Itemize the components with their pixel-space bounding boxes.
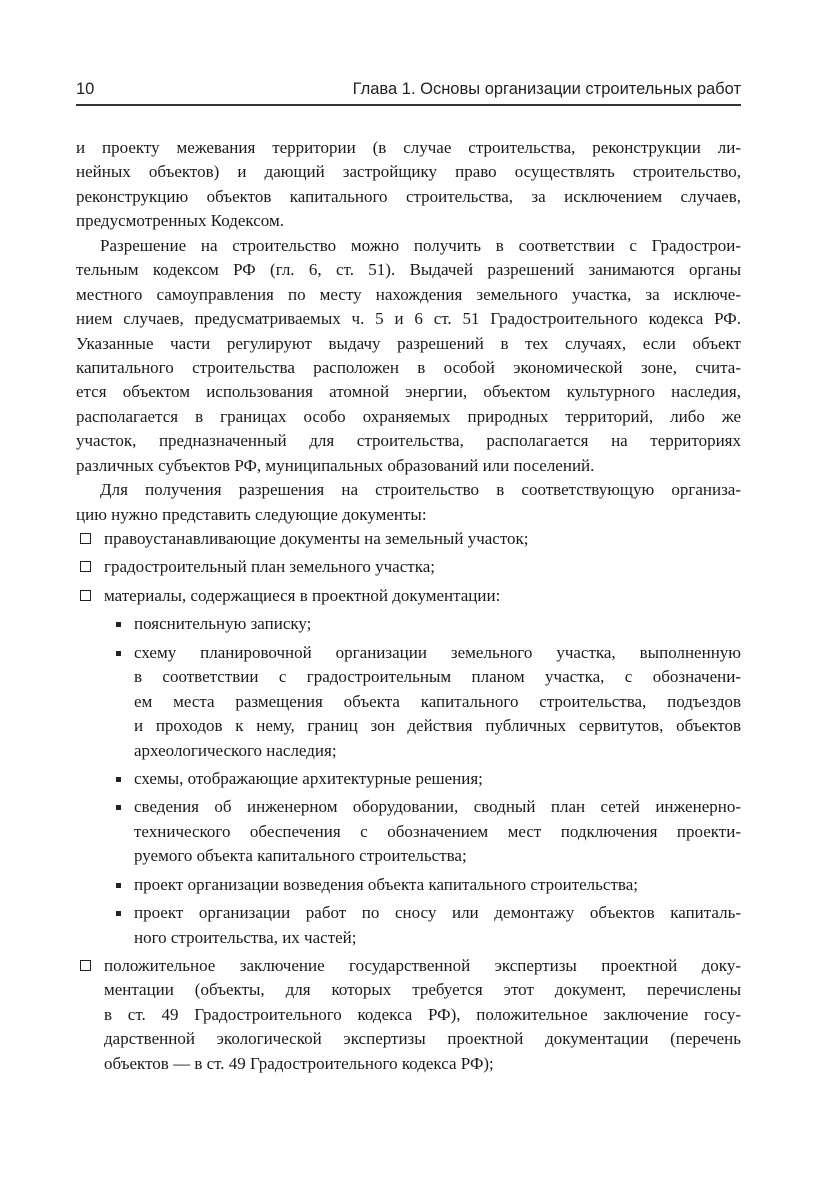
text-line: проект организации возведения объекта капитального строительства;: [134, 874, 638, 894]
text-line: и проходов к нему, границ зон действия публичных сервитутов, объектов: [134, 716, 741, 736]
square-bullet-icon: [116, 777, 121, 782]
sub-list-item: [76, 795, 741, 868]
checkbox-bullet-icon: [80, 533, 91, 544]
text-line: археологического наследия;: [134, 740, 337, 760]
paragraph: [76, 136, 741, 234]
text-line: различных субъектов РФ, муниципальных образований или поселений.: [76, 455, 595, 475]
text-line: правоустанавливающие документы на земельный участок;: [104, 529, 529, 548]
square-bullet-icon: [116, 911, 121, 916]
sub-list-item: [76, 641, 741, 763]
text-line: сведения об инженерном оборудовании, сводный план сетей инженерно-: [134, 797, 741, 817]
text-line: реконструкцию объектов капитального строительства, за исключением случаев,: [76, 186, 741, 206]
text-line: руемого объекта капитального строительства;: [134, 846, 467, 866]
running-header: [76, 76, 741, 106]
list-item: [76, 555, 741, 579]
checkbox-bullet-icon: [80, 561, 91, 572]
text-line: и проекту межевания территории (в случае строительства, реконструкции ли-: [76, 138, 741, 157]
text-line: ментации (объекты, для которых требуется этот документ, перечислены: [104, 980, 741, 1000]
text-line: нием случаев, предусматриваемых ч. 5 и 6 ст. 51 Градостроительного кодекса РФ.: [76, 309, 741, 329]
paragraph: [76, 478, 741, 527]
list-item: [76, 527, 741, 551]
page-number: 10: [76, 80, 95, 98]
text-line: объектов — в ст. 49 Градостроительного кодекса РФ);: [104, 1053, 494, 1073]
page-body: [76, 136, 741, 1076]
square-bullet-icon: [116, 805, 121, 810]
sub-list-item: [76, 767, 741, 791]
square-bullet-icon: [116, 651, 121, 656]
square-bullet-icon: [116, 622, 121, 627]
sub-list-item: [76, 873, 741, 897]
text-line: Указанные части регулируют выдачу разрешений в тех случаях, если объект: [76, 333, 741, 353]
sub-list-item: [76, 901, 741, 950]
text-line: нейных объектов) и дающий застройщику право осуществлять строительство,: [76, 162, 741, 182]
text-line: ется объектом использования атомной энергии, объектом культурного наследия,: [76, 382, 741, 402]
text-line: материалы, содержащиеся в проектной документации:: [104, 585, 501, 605]
text-line: технического обеспечения с обозначением мест подключения проекти-: [134, 821, 741, 841]
chapter-title: Глава 1. Основы организации строительных работ: [352, 80, 741, 98]
text-line: Разрешение на строительство можно получить в соответствии с Градострои-: [100, 235, 741, 255]
text-line: в соответствии с градостроительным планом участка, с обозначени-: [134, 667, 741, 687]
text-line: предусмотренных Кодексом.: [76, 211, 284, 231]
text-line: располагается в границах особо охраняемых природных территорий, либо же: [76, 406, 741, 426]
text-line: участок, предназначенный для строительства, располагается на территориях: [76, 431, 741, 451]
text-line: тельным кодексом РФ (гл. 6, ст. 51). Выдачей разрешений занимаются органы: [76, 260, 741, 280]
sub-list-item: [76, 612, 741, 636]
text-line: схемы, отображающие архитектурные решения;: [134, 768, 483, 788]
text-line: капитального строительства расположен в особой экономической зоне, счита-: [76, 357, 741, 377]
text-line: местного самоуправления по месту нахождения земельного участка, за исключе-: [76, 284, 741, 304]
text-line: цию нужно представить следующие документы:: [76, 504, 427, 524]
text-line: градостроительный план земельного участка;: [104, 557, 435, 577]
text-line: пояснительную записку;: [134, 614, 312, 634]
text-line: дарственной экологической экспертизы проектной документации (перечень: [104, 1029, 741, 1049]
text-line: схему планировочной организации земельного участка, выполненную: [134, 642, 741, 662]
paragraph: [76, 234, 741, 478]
text-line: ного строительства, их частей;: [134, 927, 357, 947]
checkbox-bullet-icon: [80, 960, 91, 971]
list-item: [76, 954, 741, 1076]
square-bullet-icon: [116, 883, 121, 888]
text-line: проект организации работ по сносу или демонтажу объектов капиталь-: [134, 903, 741, 923]
text-line: ем места размещения объекта капитального строительства, подъездов: [134, 691, 741, 711]
text-line: Для получения разрешения на строительство в соответствующую организа-: [100, 480, 741, 500]
text-line: положительное заключение государственной экспертизы проектной доку-: [104, 956, 741, 975]
checkbox-bullet-icon: [80, 590, 91, 601]
list-item: [76, 584, 741, 608]
text-line: в ст. 49 Градостроительного кодекса РФ), положительное заключение госу-: [104, 1004, 741, 1024]
